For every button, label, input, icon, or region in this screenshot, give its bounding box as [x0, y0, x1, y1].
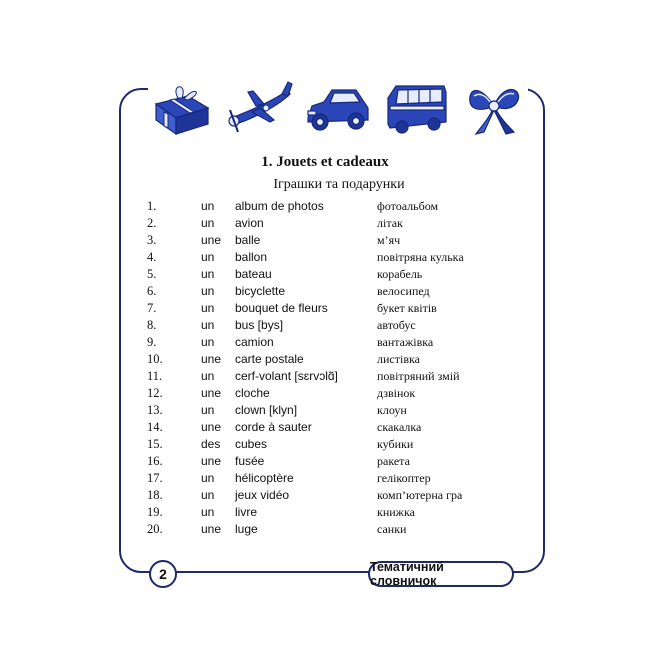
- page-number: 2: [149, 560, 177, 588]
- item-article: une: [201, 352, 222, 366]
- item-word: balle: [235, 233, 261, 247]
- airplane-icon: [226, 78, 294, 138]
- item-word: jeux vidéo: [235, 488, 290, 502]
- item-translation: скакалка: [377, 420, 422, 434]
- item-translation: гелікоптер: [377, 471, 431, 485]
- item-number: 6.: [147, 284, 157, 298]
- item-translation: ракета: [377, 454, 410, 468]
- item-word: camion: [235, 335, 274, 349]
- item-translation: листівка: [377, 352, 420, 366]
- item-article: un: [201, 267, 215, 281]
- list-item: [0, 521, 650, 538]
- item-translation: автобус: [377, 318, 416, 332]
- item-article: un: [201, 318, 215, 332]
- item-translation: кубики: [377, 437, 414, 451]
- item-translation: клоун: [377, 403, 407, 417]
- item-word: fusée: [235, 454, 265, 468]
- item-number: 1.: [147, 199, 157, 213]
- item-article: une: [201, 454, 222, 468]
- item-article: un: [201, 284, 215, 298]
- list-item: [0, 402, 650, 419]
- item-number: 12.: [147, 386, 163, 400]
- item-word: livre: [235, 505, 258, 519]
- item-word: carte postale: [235, 352, 304, 366]
- item-number: 7.: [147, 301, 157, 315]
- item-article: un: [201, 216, 215, 230]
- list-item: [0, 215, 650, 232]
- item-translation: літак: [377, 216, 403, 230]
- list-item: [0, 317, 650, 334]
- item-word: corde à sauter: [235, 420, 312, 434]
- item-number: 16.: [147, 454, 163, 468]
- item-translation: книжка: [377, 505, 415, 519]
- item-article: des: [201, 437, 221, 451]
- item-translation: санки: [377, 522, 407, 536]
- item-number: 11.: [147, 369, 163, 383]
- list-item: [0, 385, 650, 402]
- section-label: Тематичний словничок: [368, 561, 514, 587]
- item-number: 4.: [147, 250, 157, 264]
- list-item: [0, 453, 650, 470]
- item-number: 2.: [147, 216, 157, 230]
- item-number: 8.: [147, 318, 157, 332]
- item-number: 20.: [147, 522, 163, 536]
- item-number: 14.: [147, 420, 163, 434]
- list-item: [0, 198, 650, 215]
- toy-car-icon: [304, 78, 372, 138]
- list-item: [0, 249, 650, 266]
- list-item: [0, 283, 650, 300]
- item-number: 15.: [147, 437, 163, 451]
- item-article: un: [201, 301, 215, 315]
- item-word: bicyclette: [235, 284, 286, 298]
- item-translation: букет квітів: [377, 301, 437, 315]
- item-article: un: [201, 505, 215, 519]
- item-word: bouquet de fleurs: [235, 301, 328, 315]
- item-article: un: [201, 471, 215, 485]
- item-number: 5.: [147, 267, 157, 281]
- item-word: album de photos: [235, 199, 324, 213]
- item-word: hélicoptère: [235, 471, 294, 485]
- bow-icon: [460, 78, 528, 138]
- item-translation: корабель: [377, 267, 423, 281]
- item-word: cubes: [235, 437, 268, 451]
- item-translation: повітряний змій: [377, 369, 460, 383]
- item-number: 18.: [147, 488, 163, 502]
- list-item: [0, 419, 650, 436]
- item-article: un: [201, 488, 215, 502]
- item-translation: вантажівка: [377, 335, 434, 349]
- item-word: bateau: [235, 267, 272, 281]
- item-word: luge: [235, 522, 258, 536]
- item-article: un: [201, 335, 215, 349]
- item-article: une: [201, 522, 222, 536]
- item-translation: комп’ютерна гра: [377, 488, 463, 502]
- item-article: un: [201, 199, 215, 213]
- list-item: [0, 300, 650, 317]
- item-number: 9.: [147, 335, 157, 349]
- item-article: un: [201, 250, 215, 264]
- item-article: une: [201, 233, 222, 247]
- item-translation: дзвінок: [377, 386, 416, 400]
- list-item: [0, 351, 650, 368]
- item-word: clown [klyn]: [235, 403, 298, 417]
- item-article: un: [201, 403, 215, 417]
- item-number: 19.: [147, 505, 163, 519]
- item-word: avion: [235, 216, 264, 230]
- item-word: cloche: [235, 386, 270, 400]
- item-word: bus [bys]: [235, 318, 284, 332]
- list-item: [0, 470, 650, 487]
- list-item: [0, 334, 650, 351]
- list-item: [0, 504, 650, 521]
- item-article: une: [201, 386, 222, 400]
- list-item: [0, 368, 650, 385]
- list-item: [0, 232, 650, 249]
- gift-box-icon: [148, 78, 216, 138]
- list-item: [0, 266, 650, 283]
- item-number: 13.: [147, 403, 163, 417]
- item-word: cerf-volant [sɛrvɔlɑ̃]: [235, 369, 338, 383]
- lesson-title: 1. Jouets et cadeaux: [261, 154, 389, 170]
- item-number: 3.: [147, 233, 157, 247]
- item-article: un: [201, 369, 215, 383]
- item-translation: фотоальбом: [377, 199, 439, 213]
- illustration-strip: [148, 76, 528, 140]
- bus-icon: [382, 78, 450, 138]
- item-translation: повітряна кулька: [377, 250, 464, 264]
- lesson-subtitle: Іграшки та подарунки: [273, 177, 405, 192]
- list-item: [0, 436, 650, 453]
- item-number: 10.: [147, 352, 163, 366]
- item-translation: м’яч: [377, 233, 401, 247]
- item-number: 17.: [147, 471, 163, 485]
- item-word: ballon: [235, 250, 268, 264]
- list-item: [0, 487, 650, 504]
- item-article: une: [201, 420, 222, 434]
- item-translation: велосипед: [377, 284, 430, 298]
